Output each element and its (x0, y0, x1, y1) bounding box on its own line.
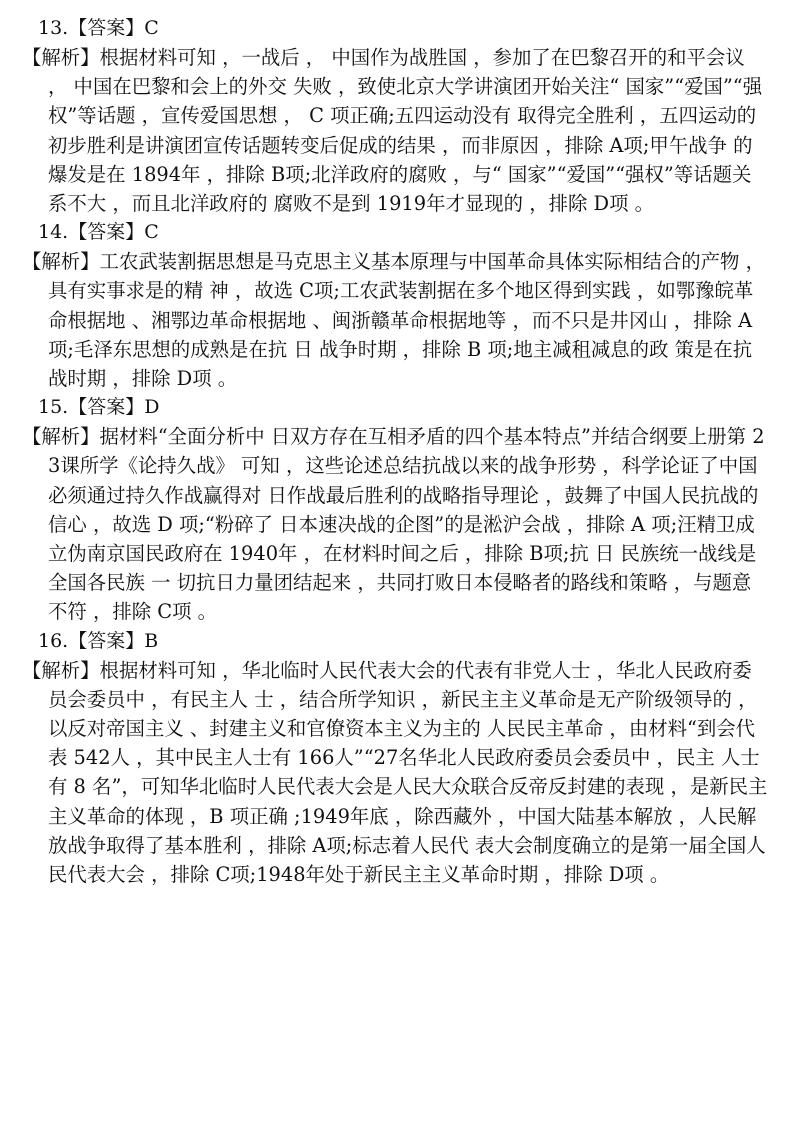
question-14 (22, 218, 768, 393)
analysis-paragraph: 【解析】根据材料可知 ，华北临时人民代表大会的代表有非党人士 ，华北人民政府委员会委员中 ，有民主人 士 ，结合所学知识 ，新民主主义革命是无产阶级领导的 ， 以反对帝国主义 、封建主义和官僚资本主义为主的 人民民主革命 ，由材料“到会代表 542人 ，其中民主人士有 166人”“27名华北人民政府委员会委员中 ，民主 人士有 8 名”，可知华北临时人民代表大会是人民大众联合反帝反封建的表现 ，是新民主主义革命的体现 ，B 项正确 ;1949年底 ，除西藏外 ，中国大陆基本解放 ，人民解放战争取得了基本胜利 ，排除 A项;标志着人民代 表大会制度确立的是第一届全国人民代表大会 ，排除 C项;1948年处于新民主主义革命时期 ，排除 D项 。 (22, 658, 768, 887)
question-13 (22, 14, 768, 218)
answer-line: 14.【答案】C (38, 221, 159, 244)
question-15 (22, 393, 768, 626)
analysis-paragraph: 【解析】工农武装割据思想是马克思主义基本原理与中国革命具体实际相结合的产物 ，具有实事求是的精 神 ，故选 C项;工农武装割据在多个地区得到实践 ，如鄂豫皖革命根据地 、湘鄂边革命根据地 、闽浙赣革命根据地等 ，而不只是井冈山 ，排除 A项;毛泽东思想的成熟是在抗 日 战争时期 ，排除 B 项;地主减租减息的政 策是在抗战时期 ，排除 D项 。 (22, 250, 766, 391)
question-16 (22, 627, 768, 890)
analysis-paragraph: 【解析】根据材料可知 ，一战后 ， 中国作为战胜国 ，参加了在巴黎召开的和平会议 ， 中国在巴黎和会上的外交 失败 ，致使北京大学讲演团开始关注“ 国家”“爱国”“强权”等话题 ，宣传爱国思想 ， C 项正确;五四运动没有 取得完全胜利 ，五四运动的 初步胜利是讲演团宣传话题转变后促成的结果 ，而非原因 ，排除 A项;甲午战争 的爆发是在 1894年 ，排除 B项;北洋政府的腐败 ，与“ 国家”“爱国”“强权”等话题关系不大 ，而且北洋政府的 腐败不是到 1919年才显现的 ，排除 D项 。 (22, 46, 763, 216)
answer-line: 15.【答案】D (38, 396, 160, 419)
answer-line: 16.【答案】B (38, 629, 159, 652)
answer-line: 13.【答案】C (38, 17, 159, 39)
analysis-paragraph: 【解析】据材料“全面分析中 日双方存在互相矛盾的四个基本特点”并结合纲要上册第 23课所学《论持久战》 可知 ，这些论述总结抗战以来的战争形势 ，科学论证了中国必须通过持久作战赢得对 日作战最后胜利的战略指导理论 ，鼓舞了中国人民抗战的信心 ，故选 D 项;“粉碎了 日本速决战的企图”的是淞沪会战 ，排除 A 项;汪精卫成立伪南京国民政府在 1940年 ，在材料时间之后 ，排除 B项;抗 日 民族统一战线是全国各民族 一 切抗日力量团结起来 ，共同打败日本侵略者的路线和策略 ，与题意不符 ，排除 C项 。 (22, 425, 765, 624)
